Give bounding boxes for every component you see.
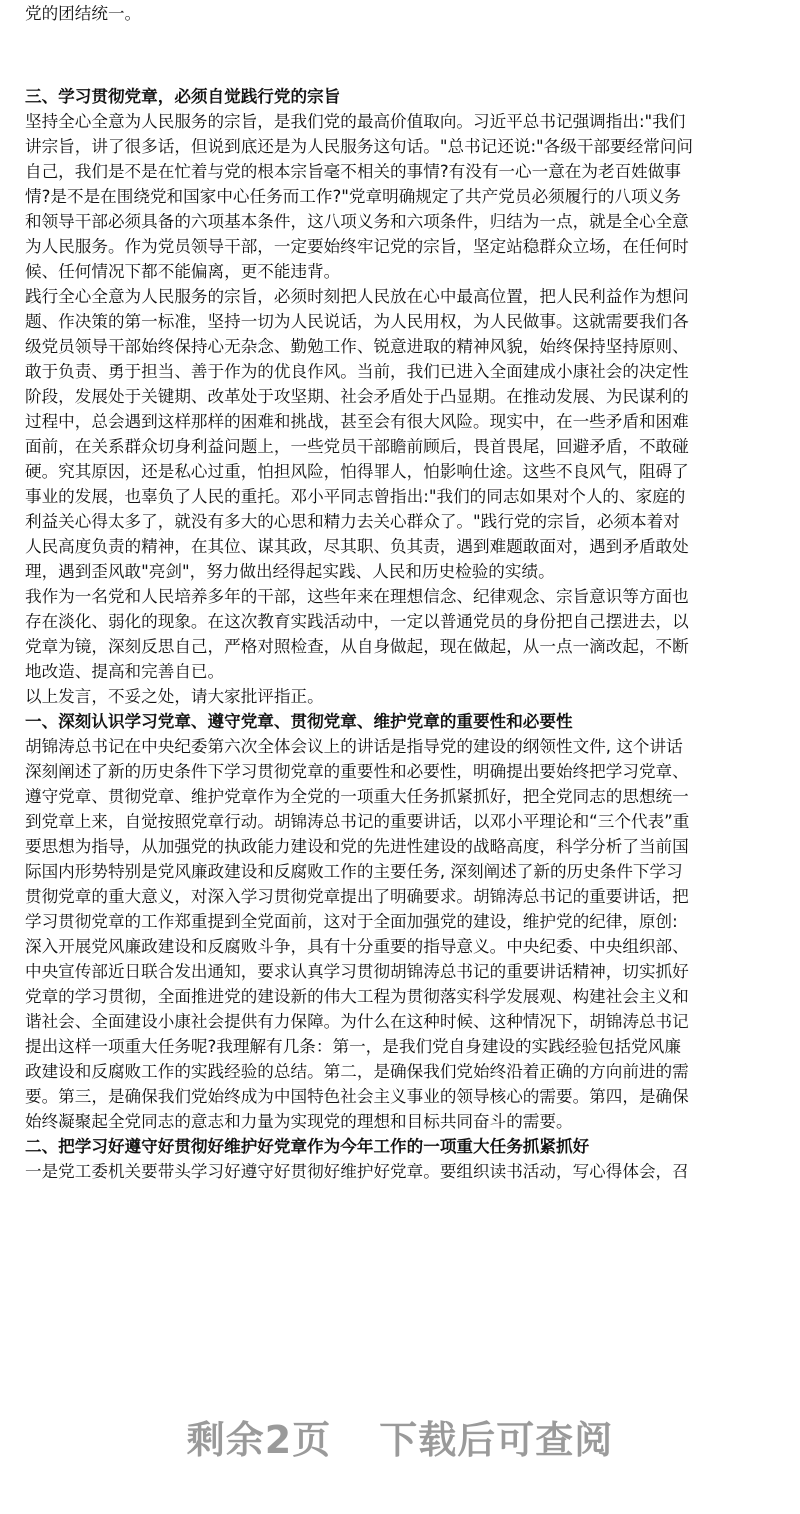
text-line: 到党章上来，自觉按照党章行动。胡锦涛总书记的重要讲话，以邓小平理论和“三个代表”重 <box>25 812 690 831</box>
text-line: 以上发言，不妥之处，请大家批评指正。 <box>25 687 324 706</box>
remaining-pages-label: 剩余2页 <box>186 1418 332 1462</box>
section-heading: 二、把学习好遵守好贯彻好维护好党章作为今年工作的一项重大任务抓紧抓好 <box>25 1137 590 1156</box>
document-body <box>25 1 783 1184</box>
text-line: 地改造、提高和完善自已。 <box>25 662 225 681</box>
text-line: 一是党工委机关要带头学习好遵守好贯彻好维护好党章。要组织读书活动，写心得体会，召 <box>25 1162 689 1181</box>
download-hint-label: 下载后可查阅 <box>379 1418 614 1462</box>
paragraph-gap <box>25 26 783 84</box>
text-line: 我作为一名党和人民培养多年的干部，这些年来在理想信念、纪律观念、宗旨意识等方面也 <box>25 587 689 606</box>
text-line: 要思想为指导，从加强党的执政能力建设和党的先进性建设的战略高度，科学分析了当前国 <box>25 837 689 856</box>
text-line: 事业的发展，也辜负了人民的重托。邓小平同志曾指出:"我们的同志如果对个人的、家庭的 <box>25 487 686 506</box>
text-line: 利益关心得太多了，就没有多大的心思和精力去关心群众了。"践行党的宗旨，必须本着对 <box>25 512 680 531</box>
text-line: 题、作决策的第一标准，坚持一切为人民说话，为人民用权，为人民做事。这就需要我们各 <box>25 312 689 331</box>
text-line: 提出这样一项重大任务呢?我理解有几条：第一，是我们党自身建设的实践经验包括党风廉 <box>25 1037 681 1056</box>
text-line: 学习贯彻党章的工作郑重提到全党面前，这对于全面加强党的建设，维护党的纪律，原创: <box>25 912 678 931</box>
text-line: 际国内形势特别是党风廉政建设和反腐败工作的主要任务, 深刻阐述了新的历史条件下学习 <box>25 862 683 881</box>
text-line: 存在淡化、弱化的现象。在这次教育实践活动中，一定以普通党员的身份把自己摆进去，以 <box>25 612 689 631</box>
text-line: 贯彻党章的重大意义，对深入学习贯彻党章提出了明确要求。胡锦涛总书记的重要讲话，把 <box>25 887 689 906</box>
text-line: 为人民服务。作为党员领导干部，一定要始终牢记党的宗旨，坚定站稳群众立场，在任何时 <box>25 237 689 256</box>
text-line: 胡锦涛总书记在中央纪委第六次全体会议上的讲话是指导党的建设的纲领性文件, 这个讲话 <box>25 737 683 756</box>
text-line: 深入开展党风廉政建设和反腐败斗争，具有十分重要的指导意义。中央纪委、中央组织部、 <box>25 937 689 956</box>
download-prompt[interactable] <box>0 1409 800 1464</box>
text-line: 讲宗旨，讲了很多话，但说到底还是为人民服务这句话。"总书记还说:"各级干部要经常问问 <box>25 137 694 156</box>
text-line: 谐社会、全面建设小康社会提供有力保障。为什么在这种时候、这种情况下，胡锦涛总书记 <box>25 1012 689 1031</box>
text-line: 过程中，总会遇到这样那样的困难和挑战，甚至会有很大风险。现实中，在一些矛盾和困难 <box>25 412 689 431</box>
text-line: 坚持全心全意为人民服务的宗旨，是我们党的最高价值取向。习近平总书记强调指出:"我们 <box>25 112 686 131</box>
text-line: 中央宣传部近日联合发出通知，要求认真学习贯彻胡锦涛总书记的重要讲话精神，切实抓好 <box>25 962 689 981</box>
text-line: 深刻阐述了新的历史条件下学习贯彻党章的重要性和必要性，明确提出要始终把学习党章、 <box>25 762 689 781</box>
text-line: 候、任何情况下都不能偏离，更不能违背。 <box>25 262 341 281</box>
text-line: 党的团结统一。 <box>25 4 142 23</box>
section-heading: 一、深刻认识学习党章、遵守党章、贯彻党章、维护党章的重要性和必要性 <box>25 712 573 731</box>
text-line: 遵守党章、贯彻党章、维护党章作为全党的一项重大任务抓紧抓好，把全党同志的思想统一 <box>25 787 689 806</box>
text-line: 践行全心全意为人民服务的宗旨，必须时刻把人民放在心中最高位置，把人民利益作为想问 <box>25 287 689 306</box>
text-line: 始终凝聚起全党同志的意志和力量为实现党的理想和目标共同奋斗的需要。 <box>25 1112 573 1131</box>
text-line: 理，遇到歪风敢"亮剑"，努力做出经得起实践、人民和历史检验的实绩。 <box>25 562 555 581</box>
text-line: 自己，我们是不是在忙着与党的根本宗旨毫不相关的事情?有没有一心一意在为老百姓做事 <box>25 162 681 181</box>
text-line: 和领导干部必须具备的六项基本条件，这八项义务和六项条件，归结为一点，就是全心全意 <box>25 212 689 231</box>
text-line: 人民高度负责的精神，在其位、谋其政，尽其职、负其责，遇到难题敢面对，遇到矛盾敢处 <box>25 537 689 556</box>
text-line: 要。第三，是确保我们党始终成为中国特色社会主义事业的领导核心的需要。第四，是确保 <box>25 1087 689 1106</box>
text-line: 党章的学习贯彻，全面推进党的建设新的伟大工程为贯彻落实科学发展观、构建社会主义和 <box>25 987 689 1006</box>
section-heading: 三、学习贯彻党章，必须自觉践行党的宗旨 <box>25 87 341 106</box>
text-line: 敢于负责、勇于担当、善于作为的优良作风。当前，我们已进入全面建成小康社会的决定性 <box>25 362 689 381</box>
text-line: 政建设和反腐败工作的实践经验的总结。第二，是确保我们党始终沿着正确的方向前进的需 <box>25 1062 689 1081</box>
text-line: 情?是不是在围绕党和国家中心任务而工作?"党章明确规定了共产党员必须履行的八项义务 <box>25 187 681 206</box>
text-line: 阶段，发展处于关键期、改革处于攻坚期、社会矛盾处于凸显期。在推动发展、为民谋利的 <box>25 387 689 406</box>
text-line: 面前，在关系群众切身利益问题上，一些党员干部瞻前顾后，畏首畏尾，回避矛盾，不敢碰 <box>25 437 689 456</box>
text-line: 党章为镜，深刻反思自己，严格对照检查，从自身做起，现在做起，从一点一滴改起，不断 <box>25 637 689 656</box>
text-line: 级党员领导干部始终保持心无杂念、勤勉工作、锐意进取的精神风貌，始终保持坚持原则、 <box>25 337 689 356</box>
text-line: 硬。究其原因，还是私心过重，怕担风险，怕得罪人，怕影响仕途。这些不良风气，阻碍了 <box>25 462 689 481</box>
